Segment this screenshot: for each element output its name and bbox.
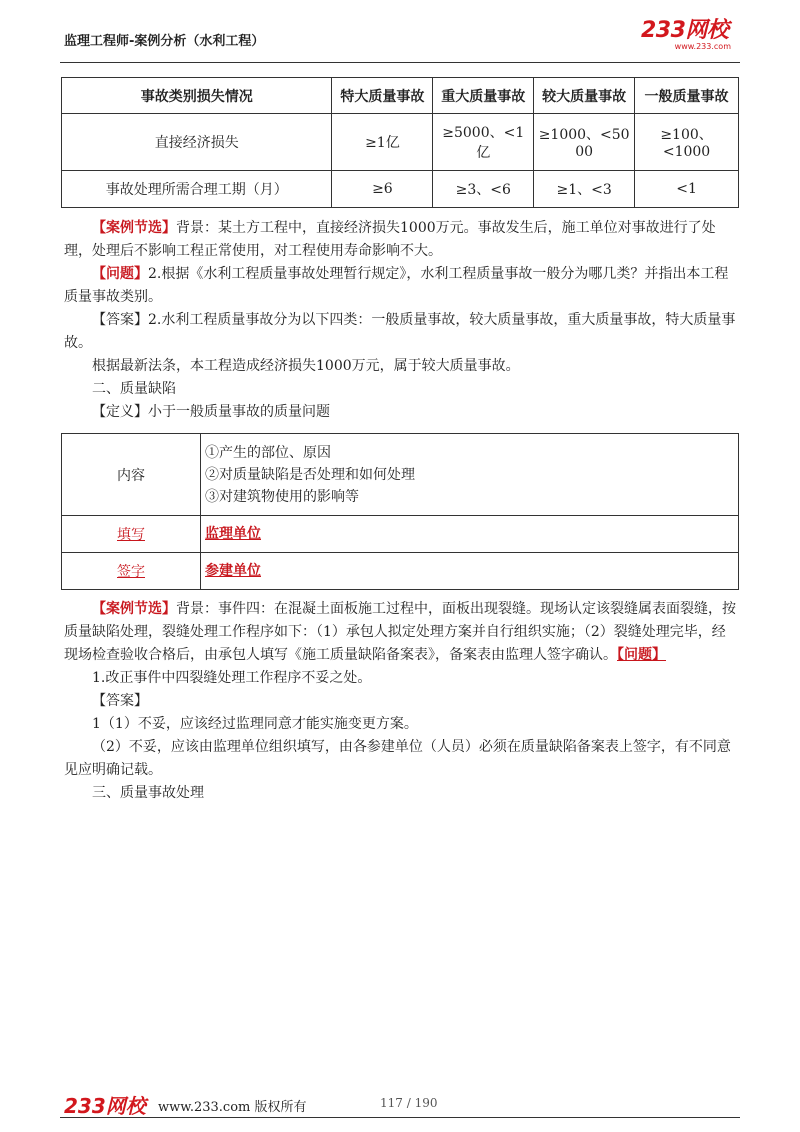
answer-paragraph <box>64 309 738 355</box>
footer-divider <box>60 1117 740 1118</box>
fill-label-cell <box>62 516 201 553</box>
conclusion-paragraph: 根据最新法条，本工程造成经济损失1000万元，属于较大质量事故。 <box>92 358 520 374</box>
content-item: ③对建筑物使用的影响等 <box>205 488 359 505</box>
sign-value-cell <box>201 553 739 590</box>
case-text: 背景：某土方工程中，直接经济损失1000万元。事故发生后，施工单位对事故进行了处理，处理后不影响工程正常使用，对工程使用寿命影响不大。 <box>64 220 716 259</box>
table-cell: 直接经济损失 <box>62 114 332 171</box>
case-paragraph <box>64 598 738 667</box>
answer-item: （2）不妥，应该由监理单位组织填写，由各参建单位（人员）必须在质量缺陷备案表上签字，有不同意见应明确记载。 <box>64 739 731 778</box>
question-text: 1.改正事件中四裂缝处理工作程序不妥之处。 <box>92 670 372 686</box>
definition-paragraph: 【定义】小于一般质量事故的质量问题 <box>92 404 330 420</box>
table-cell: ≥6 <box>332 171 433 208</box>
case-label: 【案例节选】 <box>92 220 176 236</box>
header-title: 监理工程师-案例分析（水利工程） <box>64 34 265 49</box>
case-paragraph <box>64 217 738 263</box>
content-items-cell <box>201 434 739 516</box>
quality-defect-table <box>61 433 739 590</box>
table-cell: ≥1、<3 <box>534 171 635 208</box>
header-cell: 特大质量事故 <box>332 78 433 114</box>
section-2 <box>64 598 738 805</box>
table-header-row <box>62 78 739 114</box>
table-row <box>62 114 739 171</box>
section-1 <box>64 217 738 424</box>
answer-text: 2.水利工程质量事故分为以下四类：一般质量事故，较大质量事故，重大质量事故，特大质量事故。 <box>64 312 736 351</box>
question-label: 【问题】 <box>617 647 666 663</box>
header-cell: 较大质量事故 <box>534 78 635 114</box>
header-cell: 事故类别损失情况 <box>62 78 332 114</box>
case-label: 【案例节选】 <box>92 601 176 617</box>
table-cell: 事故处理所需合理工期（月） <box>62 171 332 208</box>
answer-label: 【答案】 <box>92 312 148 328</box>
content-item: ②对质量缺陷是否处理和如何处理 <box>205 466 415 483</box>
table-cell: ≥1亿 <box>332 114 433 171</box>
accident-classification-table <box>61 77 739 208</box>
table-row <box>62 516 739 553</box>
table-cell: ≥1000、<5000 <box>534 114 635 171</box>
table-row <box>62 553 739 590</box>
question-label: 【问题】 <box>92 266 148 282</box>
section-heading: 三、质量事故处理 <box>92 785 204 801</box>
question-text: 2.根据《水利工程质量事故处理暂行规定》，水利工程质量事故一般分为哪几类？并指出本工程质量事故类别。 <box>64 266 729 305</box>
footer-logo[interactable]: 233网校 <box>64 1094 146 1118</box>
header-cell: 重大质量事故 <box>433 78 534 114</box>
footer-copyright: www.233.com 版权所有 <box>158 1100 307 1115</box>
logo-text: 233网校 <box>641 18 729 43</box>
header-cell: 一般质量事故 <box>635 78 739 114</box>
logo-url: www.233.com <box>674 42 731 51</box>
sign-value: 参建单位 <box>205 563 261 579</box>
table-cell: ≥100、<1000 <box>635 114 739 171</box>
table-cell: ≥3、<6 <box>433 171 534 208</box>
table-row <box>62 434 739 516</box>
answer-item: 1（1）不妥，应该经过监理同意才能实施变更方案。 <box>92 716 418 732</box>
answer-label: 【答案】 <box>92 693 148 709</box>
question-paragraph <box>64 263 738 309</box>
case-text: 背景：事件四：在混凝土面板施工过程中，面板出现裂缝。现场认定该裂缝属表面裂缝，按质量缺陷处理，裂缝处理工作程序如下：（1）承包人拟定处理方案并自行组织实施；（2）裂缝处理完毕，经现场检查验收合格后，由承包人填写《施工质量缺陷备案表》，备案表由监理人签字确认。 <box>64 601 736 663</box>
table-cell: <1 <box>635 171 739 208</box>
sign-label-cell <box>62 553 201 590</box>
content-item: ①产生的部位、原因 <box>205 444 331 461</box>
section-heading: 二、质量缺陷 <box>92 381 176 397</box>
table-cell: ≥5000、<1亿 <box>433 114 534 171</box>
brand-logo[interactable] <box>641 20 737 58</box>
fill-label: 填写 <box>117 527 145 543</box>
header-divider <box>60 62 740 63</box>
sign-label: 签字 <box>117 564 145 580</box>
fill-value: 监理单位 <box>205 526 261 542</box>
table-row <box>62 171 739 208</box>
page-number: 117 / 190 <box>380 1096 438 1110</box>
content-label-cell: 内容 <box>62 434 201 516</box>
fill-value-cell <box>201 516 739 553</box>
